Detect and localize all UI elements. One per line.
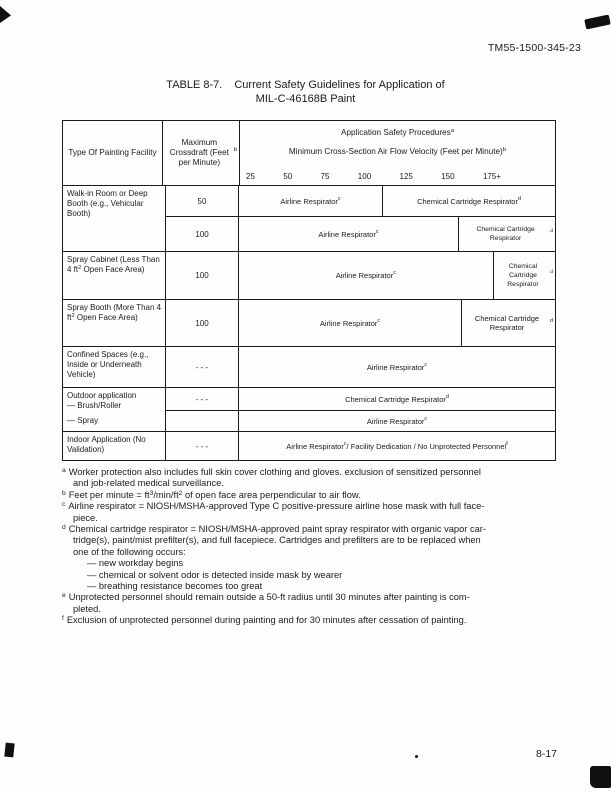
- scan-artifact-bottom-left: [4, 743, 14, 758]
- facility-line: — Brush/Roller: [67, 401, 122, 410]
- table-subrow: [166, 252, 555, 299]
- facility-line: — Spray: [67, 416, 99, 425]
- velocity-tick: 150: [441, 172, 455, 181]
- procedure-segment: Airline Respirator $^c$: [280, 195, 341, 206]
- crossdraft-column-header: Maximum Crossdraft (Feet per Minute) $^b$: [163, 121, 240, 185]
- footnotes: [62, 467, 562, 627]
- procedure-segment: Airline Respirator $^c$: [318, 228, 379, 239]
- facility-cell: [63, 388, 166, 431]
- crossdraft-cell: [166, 411, 239, 431]
- procedure-segment: Chemical Cartridge Respirator $^d$: [345, 393, 449, 404]
- table-subrow: [166, 432, 555, 460]
- procedures-title: Application Safety Procedures$^a$: [341, 128, 454, 137]
- table-row-spray-booth: [63, 299, 555, 346]
- table-title-line1: [0, 79, 611, 93]
- table-subrow: [166, 388, 555, 410]
- crossdraft-cell: - - -: [166, 347, 239, 387]
- footnote-line: tridge(s), paint/mist prefilter(s), and full facepiece. Cartridges and prefilters are to be replaced when: [73, 535, 481, 546]
- footnote-line: $^a$ Worker protection also includes full skin cover clothing and gloves. exclusion of sensitized personnel: [62, 467, 481, 477]
- facility-line: Outdoor application: [67, 391, 137, 400]
- footnote-line: one of the following occurs:: [73, 546, 186, 557]
- velocity-tick: 175+: [482, 172, 501, 181]
- crossdraft-cell: 100: [166, 300, 239, 346]
- table-subrow: [166, 410, 555, 431]
- table-subrow: [166, 216, 555, 251]
- procedure-segment: Airline Respirator $^c$: [319, 317, 381, 328]
- footnote-b: [62, 490, 562, 501]
- table-subrow: [166, 347, 555, 387]
- footnote-line: $^c$ Airline respirator = NIOSH/MSHA-approved Type C positive-pressure airline hose mask with full face-: [62, 501, 485, 512]
- procedure-segment: Chemical Cartridge Respirator $^d$: [493, 252, 555, 299]
- facility-cell: Spray Cabinet (Less Than 4 $ft^2$ Open Face Area): [63, 252, 166, 299]
- footnote-line: — chemical or solvent odor is detected inside mask by wearer: [87, 569, 343, 580]
- footnote-line: $^d$ Chemical cartridge respirator = NIOSH/MSHA-approved paint spray respirator with organic vapor car-: [62, 524, 486, 535]
- footnote-d: [62, 524, 562, 592]
- facility-column-header: Type Of Painting Facility: [63, 121, 163, 185]
- table-title-subject: MIL-C-46168B Paint: [255, 92, 356, 105]
- procedure-segment: Chemical Cartridge Respirator $^d$: [382, 186, 555, 216]
- table-row-walk-in-booth: [63, 185, 555, 251]
- crossdraft-cell: - - -: [166, 432, 239, 460]
- facility-cell: Walk-in Room or Deep Booth (e.g., Vehicular Booth): [63, 186, 166, 251]
- footnote-line: — breathing resistance becomes too great: [87, 581, 263, 592]
- procedure-segment: Airline Respirator $^c$: [366, 361, 428, 372]
- table-label: TABLE 8-7.: [166, 79, 223, 91]
- table-subrow: [166, 300, 555, 346]
- procedure-segment: Chemical Cartridge Respirator $^d$: [461, 300, 555, 346]
- crossdraft-cell: 100: [166, 217, 239, 251]
- procedure-segment: Airline Respirator $^c$ / Facility Dedication / No Unprotected Personnel $^f$: [286, 440, 508, 451]
- velocity-tick: 100: [357, 172, 372, 181]
- velocity-tick: 75: [320, 172, 330, 181]
- doc-number: TM55-1500-345-23: [487, 42, 581, 54]
- safety-guidelines-table: [62, 120, 556, 461]
- velocity-tick: 25: [246, 172, 255, 181]
- table-subrow: [166, 186, 555, 216]
- footnote-line: — new workday begins: [87, 558, 184, 569]
- crossdraft-cell: - - -: [166, 388, 239, 410]
- procedure-segment: Airline Respirator $^c$: [335, 270, 396, 280]
- crossdraft-cell: 50: [166, 186, 239, 216]
- table-row-indoor-application: [63, 431, 555, 460]
- facility-cell: Spray Booth (More Than 4 $ft^2$ Open Face Area): [63, 300, 166, 346]
- table-title-text: Current Safety Guidelines for Application of: [234, 79, 445, 91]
- table-title: [0, 79, 611, 106]
- velocity-tick: 125: [399, 172, 413, 181]
- footnote-line: $^b$ Feet per minute = $ft^3/\min/ft^2$ of open face area perpendicular to air flow.: [62, 489, 361, 500]
- table-row-spray-cabinet: [63, 251, 555, 299]
- scan-artifact-dot: [415, 755, 418, 758]
- table-row-confined-spaces: [63, 346, 555, 387]
- scan-artifact-bottom-right: [590, 766, 611, 788]
- scan-artifact-top-left: [0, 6, 11, 23]
- footnote-line: and job-related medical surveillance.: [73, 478, 224, 489]
- velocity-scale: [246, 172, 501, 182]
- table-row-outdoor-application: [63, 387, 555, 431]
- velocity-title: Minimum Cross-Section Air Flow Velocity (Feet per Minute)$^b$: [288, 147, 507, 156]
- footnote-a: [62, 467, 562, 490]
- facility-cell: Indoor Application (No Validation): [63, 432, 166, 460]
- footnote-line: $^e$ Unprotected personnel should remain outside a 50-ft radius until 30 minutes after painting is com-: [62, 592, 470, 603]
- velocity-tick: 50: [283, 172, 293, 181]
- footnote-f: [62, 615, 562, 626]
- footnote-line: pleted.: [73, 603, 101, 614]
- scan-artifact-top-right: [584, 15, 611, 30]
- page-number: 8-17: [535, 748, 557, 760]
- procedure-segment: Chemical Cartridge Respirator $^d$: [458, 217, 555, 251]
- facility-cell: Confined Spaces (e.g., Inside or Underneath Vehicle): [63, 347, 166, 387]
- footnote-line: $^f$ Exclusion of unprotected personnel during painting and for 30 minutes after cessation of painting.: [62, 615, 467, 626]
- footnote-line: piece.: [73, 512, 98, 523]
- footnote-c: [62, 501, 562, 524]
- procedure-segment: Airline Respirator $^c$: [366, 415, 428, 426]
- procedures-column-header: [240, 121, 555, 185]
- crossdraft-cell: 100: [166, 252, 239, 299]
- footnote-e: [62, 592, 562, 615]
- table-header-row: [63, 121, 555, 185]
